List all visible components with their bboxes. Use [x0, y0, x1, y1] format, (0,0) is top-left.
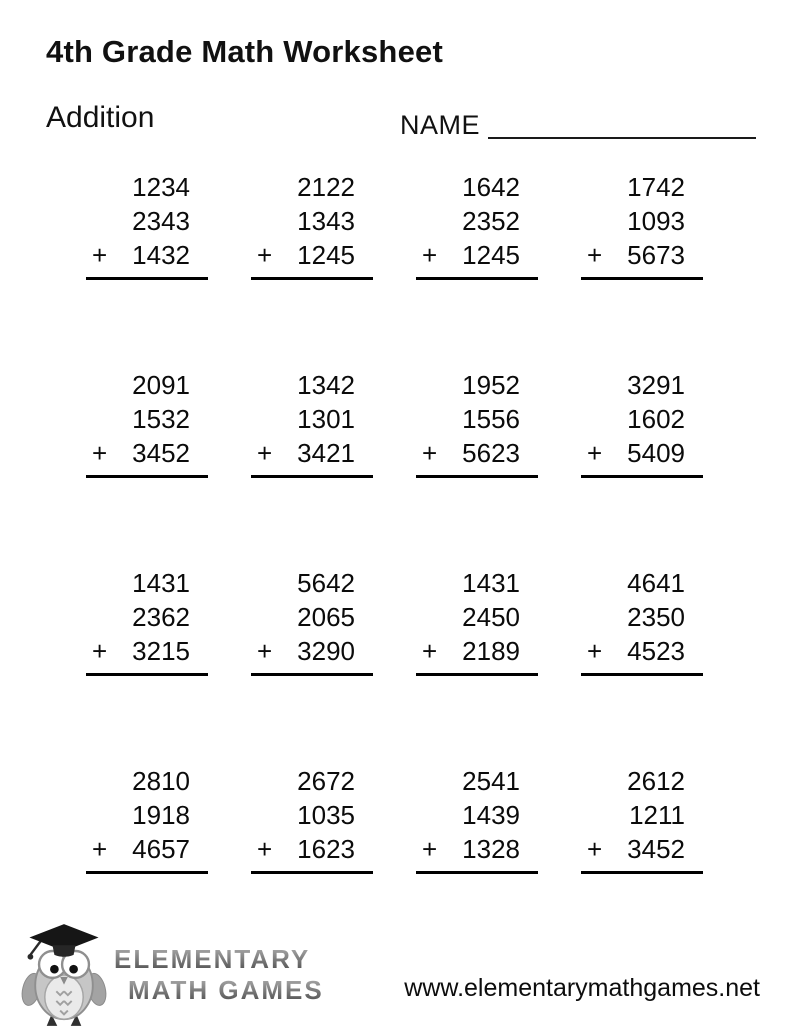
addend-3: 1245 — [297, 240, 355, 270]
sum-row — [92, 634, 208, 668]
addition-problem — [92, 368, 208, 478]
addend-3: 5409 — [627, 438, 685, 468]
answer-line — [86, 871, 208, 874]
logo-line-2: MATH GAMES — [128, 975, 324, 1005]
addend-3: 4523 — [627, 636, 685, 666]
sum-row — [587, 436, 703, 470]
answer-line — [581, 277, 703, 280]
plus-operator: + — [92, 240, 108, 270]
addend-2: 1035 — [297, 800, 355, 830]
answer-line — [86, 475, 208, 478]
addend-2: 1343 — [297, 206, 355, 236]
plus-operator: + — [587, 636, 603, 666]
sum-row — [422, 436, 538, 470]
addend-3: 3452 — [627, 834, 685, 864]
addend-3: 1623 — [297, 834, 355, 864]
addition-problem — [92, 566, 208, 676]
plus-operator: + — [587, 834, 603, 864]
sum-row — [587, 832, 703, 866]
answer-line — [251, 475, 373, 478]
plus-operator: + — [587, 240, 603, 270]
sum-row — [587, 634, 703, 668]
owl-graduate-icon — [16, 922, 112, 1028]
sum-row — [257, 832, 373, 866]
addend-3: 4657 — [132, 834, 190, 864]
addend-1: 2810 — [132, 766, 190, 796]
addend-1: 1952 — [462, 370, 520, 400]
plus-operator: + — [92, 834, 108, 864]
answer-line — [581, 673, 703, 676]
addend-2: 2065 — [297, 602, 355, 632]
addend-3: 3452 — [132, 438, 190, 468]
addition-problem — [587, 170, 703, 280]
logo-line-1: ELEMENTARY — [114, 944, 324, 975]
sum-row — [92, 238, 208, 272]
plus-operator: + — [422, 240, 438, 270]
addend-3: 2189 — [462, 636, 520, 666]
plus-operator: + — [422, 636, 438, 666]
problems-grid — [92, 170, 703, 874]
page-title: 4th Grade Math Worksheet — [46, 34, 443, 69]
addition-problem — [257, 368, 373, 478]
addend-2: 1556 — [462, 404, 520, 434]
sum-row — [422, 634, 538, 668]
addend-3: 3290 — [297, 636, 355, 666]
sum-row — [92, 436, 208, 470]
addend-1: 2541 — [462, 766, 520, 796]
sum-row — [422, 238, 538, 272]
plus-operator: + — [257, 636, 273, 666]
sum-row — [257, 436, 373, 470]
addend-2: 1602 — [627, 404, 685, 434]
addition-problem — [422, 566, 538, 676]
answer-line — [416, 871, 538, 874]
sum-row — [257, 238, 373, 272]
answer-line — [416, 475, 538, 478]
sum-row — [587, 238, 703, 272]
answer-line — [86, 673, 208, 676]
plus-operator: + — [257, 834, 273, 864]
sum-row — [422, 832, 538, 866]
addend-1: 1234 — [132, 172, 190, 202]
addend-2: 1918 — [132, 800, 190, 830]
addend-1: 2091 — [132, 370, 190, 400]
answer-line — [251, 277, 373, 280]
addend-2: 1439 — [462, 800, 520, 830]
addend-1: 1431 — [462, 568, 520, 598]
addend-2: 1301 — [297, 404, 355, 434]
answer-line — [581, 475, 703, 478]
addend-3: 3421 — [297, 438, 355, 468]
addend-2: 2352 — [462, 206, 520, 236]
name-label: NAME — [400, 110, 481, 140]
addend-1: 2122 — [297, 172, 355, 202]
addend-2: 2343 — [132, 206, 190, 236]
answer-line — [86, 277, 208, 280]
addend-1: 2672 — [297, 766, 355, 796]
plus-operator: + — [587, 438, 603, 468]
elementary-math-games-logo — [16, 922, 324, 1028]
section-title: Addition — [46, 101, 155, 134]
addend-3: 1245 — [462, 240, 520, 270]
addend-1: 4641 — [627, 568, 685, 598]
addition-problem — [257, 566, 373, 676]
sum-row — [92, 832, 208, 866]
addition-problem — [587, 368, 703, 478]
addition-problem — [587, 764, 703, 874]
addition-problem — [92, 764, 208, 874]
plus-operator: + — [257, 438, 273, 468]
addend-1: 3291 — [627, 370, 685, 400]
addend-2: 2450 — [462, 602, 520, 632]
addition-problem — [257, 764, 373, 874]
plus-operator: + — [257, 240, 273, 270]
addend-2: 1093 — [627, 206, 685, 236]
addend-1: 1742 — [627, 172, 685, 202]
website-url: www.elementarymathgames.net — [404, 974, 760, 1002]
logo-text — [114, 944, 324, 1006]
addend-1: 2612 — [627, 766, 685, 796]
name-row — [400, 110, 756, 141]
answer-line — [416, 673, 538, 676]
name-blank-line — [488, 137, 756, 139]
addition-problem — [587, 566, 703, 676]
addition-problem — [257, 170, 373, 280]
addend-3: 1432 — [132, 240, 190, 270]
addend-2: 2350 — [627, 602, 685, 632]
addend-1: 5642 — [297, 568, 355, 598]
addend-1: 1642 — [462, 172, 520, 202]
answer-line — [581, 871, 703, 874]
addition-problem — [92, 170, 208, 280]
addend-2: 1211 — [629, 800, 685, 830]
addition-problem — [422, 368, 538, 478]
addend-1: 1342 — [297, 370, 355, 400]
addend-1: 1431 — [132, 568, 190, 598]
answer-line — [251, 673, 373, 676]
answer-line — [416, 277, 538, 280]
addend-2: 2362 — [132, 602, 190, 632]
addition-problem — [422, 764, 538, 874]
plus-operator: + — [92, 438, 108, 468]
addend-3: 5673 — [627, 240, 685, 270]
addend-3: 3215 — [132, 636, 190, 666]
addend-2: 1532 — [132, 404, 190, 434]
addend-3: 1328 — [462, 834, 520, 864]
plus-operator: + — [92, 636, 108, 666]
plus-operator: + — [422, 834, 438, 864]
addition-problem — [422, 170, 538, 280]
plus-operator: + — [422, 438, 438, 468]
answer-line — [251, 871, 373, 874]
sum-row — [257, 634, 373, 668]
addend-3: 5623 — [462, 438, 520, 468]
